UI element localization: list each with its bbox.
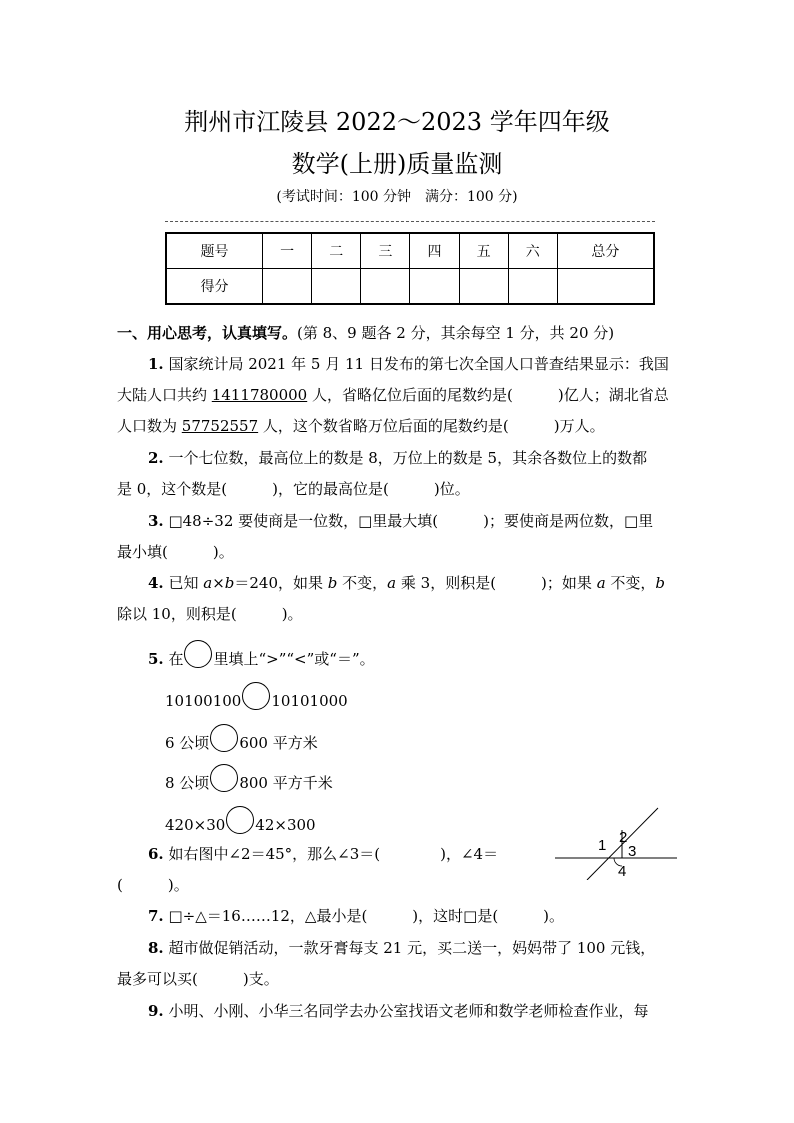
- q3-text: □48÷32 要使商是一位数，□里最大填( )；要使商是两位数，□里: [168, 512, 654, 530]
- q4-var-b: b: [327, 574, 338, 592]
- score-header-cell: 题号: [166, 233, 263, 269]
- q2-number: 2.: [148, 449, 164, 467]
- q4-text: 不变，: [337, 574, 388, 592]
- q9-line1: [148, 1000, 648, 1021]
- q1-text: 国家统计局 2021 年 5 月 11 日发布的第七次全国人口普查结果显示：我国: [168, 355, 669, 373]
- q5-text: 里填上“>”“<”或“＝”。: [213, 650, 375, 668]
- q4-text: 不变，: [605, 574, 656, 592]
- q5-text: 在: [168, 650, 184, 668]
- q4-var-a: a: [203, 574, 213, 592]
- section1-title: 一、用心思考，认真填写。: [117, 324, 298, 342]
- q1-text: 大陆人口共约: [117, 386, 212, 404]
- q9-number: 9.: [148, 1002, 164, 1020]
- q2-line2: 是 0，这个数是( )，它的最高位是( )位。: [117, 480, 470, 498]
- score-row-label: 得分: [166, 269, 263, 305]
- score-header-cell: 六: [508, 233, 557, 269]
- score-header-cell: 四: [410, 233, 459, 269]
- q5-right: 10101000: [271, 692, 348, 710]
- q8-line1: [148, 937, 655, 958]
- compare-circle-icon: [184, 640, 212, 668]
- q9-text: 小明、小刚、小华三名同学去办公室找语文老师和数学老师检查作业，每: [168, 1002, 649, 1020]
- angle-label-3: 3: [628, 843, 637, 860]
- score-header-cell: 三: [361, 233, 410, 269]
- q6-number: 6.: [148, 845, 164, 863]
- q5-item: [165, 812, 316, 840]
- q3-number: 3.: [148, 512, 164, 530]
- q5-item: [165, 730, 318, 758]
- q1-number: 1.: [148, 355, 164, 373]
- score-table-score-row: [166, 269, 654, 305]
- q1-line2: [117, 384, 669, 405]
- exam-title-line1: 荆州市江陵县 2022～2023 学年四年级: [184, 108, 610, 136]
- q5-left: 10100100: [165, 692, 242, 710]
- score-header-cell: 二: [312, 233, 361, 269]
- q4-text: 乘 3，则积是( )；如果: [396, 574, 597, 592]
- compare-circle[interactable]: [226, 806, 254, 834]
- q1-line1: [148, 353, 669, 374]
- q8-line2: 最多可以买( )支。: [117, 970, 279, 988]
- q8-number: 8.: [148, 939, 164, 957]
- score-cell[interactable]: [263, 269, 312, 305]
- score-cell[interactable]: [557, 269, 654, 305]
- q5-right: 600 平方米: [239, 734, 318, 752]
- score-cell[interactable]: [410, 269, 459, 305]
- q7-line1: [148, 905, 564, 926]
- score-cell[interactable]: [312, 269, 361, 305]
- section1-heading: [117, 322, 614, 343]
- q5-left: 6 公顷: [165, 734, 210, 752]
- q1-text: 人，省略亿位后面的尾数约是( )亿人；湖北省总: [307, 386, 669, 404]
- compare-circle[interactable]: [242, 682, 270, 710]
- score-table: [165, 232, 655, 305]
- q3-line2: 最小填( )。: [117, 543, 234, 561]
- score-table-header-row: [166, 233, 654, 269]
- score-cell[interactable]: [361, 269, 410, 305]
- q7-number: 7.: [148, 907, 164, 925]
- q4-line2: 除以 10，则积是( )。: [117, 605, 303, 623]
- q5-number: 5.: [148, 650, 164, 668]
- q1-text: 人，这个数省略万位后面的尾数约是( )万人。: [258, 417, 605, 435]
- q4-times: ×: [212, 574, 225, 592]
- q4-var-a: a: [596, 574, 606, 592]
- q4-line1: [148, 572, 665, 593]
- q1-line3: [117, 415, 605, 436]
- q5-intro: [148, 646, 375, 674]
- q6-text: 如右图中∠2＝45°，那么∠3＝( )，∠4＝: [168, 845, 499, 863]
- angle-label-4: 4: [618, 863, 627, 880]
- score-header-cell: 总分: [557, 233, 654, 269]
- score-cell[interactable]: [508, 269, 557, 305]
- q8-text: 超市做促销活动，一款牙膏每支 21 元，买二送一，妈妈带了 100 元钱，: [168, 939, 656, 957]
- q7-text: □÷△＝16……12，△最小是( )，这时□是( )。: [168, 907, 565, 925]
- angle-label-2: 2: [619, 829, 628, 846]
- score-cell[interactable]: [459, 269, 508, 305]
- exam-info: (考试时间：100 分钟 满分：100 分): [276, 189, 518, 205]
- q6-line1: [148, 843, 498, 864]
- q6-line2: ( )。: [117, 876, 189, 894]
- angle-label-1: 1: [598, 837, 607, 854]
- exam-title-line2: 数学(上册)质量监测: [291, 150, 503, 178]
- q2-line1: [148, 447, 647, 468]
- q4-var-b: b: [224, 574, 235, 592]
- q5-item: [165, 688, 348, 716]
- q2-text: 一个七位数，最高位上的数是 8，万位上的数是 5，其余各数位上的数都: [168, 449, 648, 467]
- q1-population-china: 1411780000: [211, 386, 308, 404]
- angle-figure: [555, 800, 685, 880]
- compare-circle[interactable]: [210, 724, 238, 752]
- q3-line1: [148, 510, 653, 531]
- score-header-cell: 五: [459, 233, 508, 269]
- divider: [165, 221, 655, 222]
- q5-left: 8 公顷: [165, 774, 210, 792]
- score-header-cell: 一: [263, 233, 312, 269]
- q5-item: [165, 770, 333, 798]
- q1-population-hubei: 57752557: [181, 417, 259, 435]
- q5-right: 800 平方千米: [239, 774, 333, 792]
- q4-text: 已知: [168, 574, 204, 592]
- q4-text: ＝240，如果: [234, 574, 328, 592]
- section1-note: (第 8、9 题各 2 分，其余每空 1 分，共 20 分): [297, 324, 615, 342]
- q5-right: 42×300: [255, 816, 316, 834]
- q4-var-b: b: [655, 574, 666, 592]
- q5-left: 420×30: [165, 816, 226, 834]
- q1-text: 人口数为: [117, 417, 182, 435]
- q4-var-a: a: [387, 574, 397, 592]
- q4-number: 4.: [148, 574, 164, 592]
- compare-circle[interactable]: [210, 764, 238, 792]
